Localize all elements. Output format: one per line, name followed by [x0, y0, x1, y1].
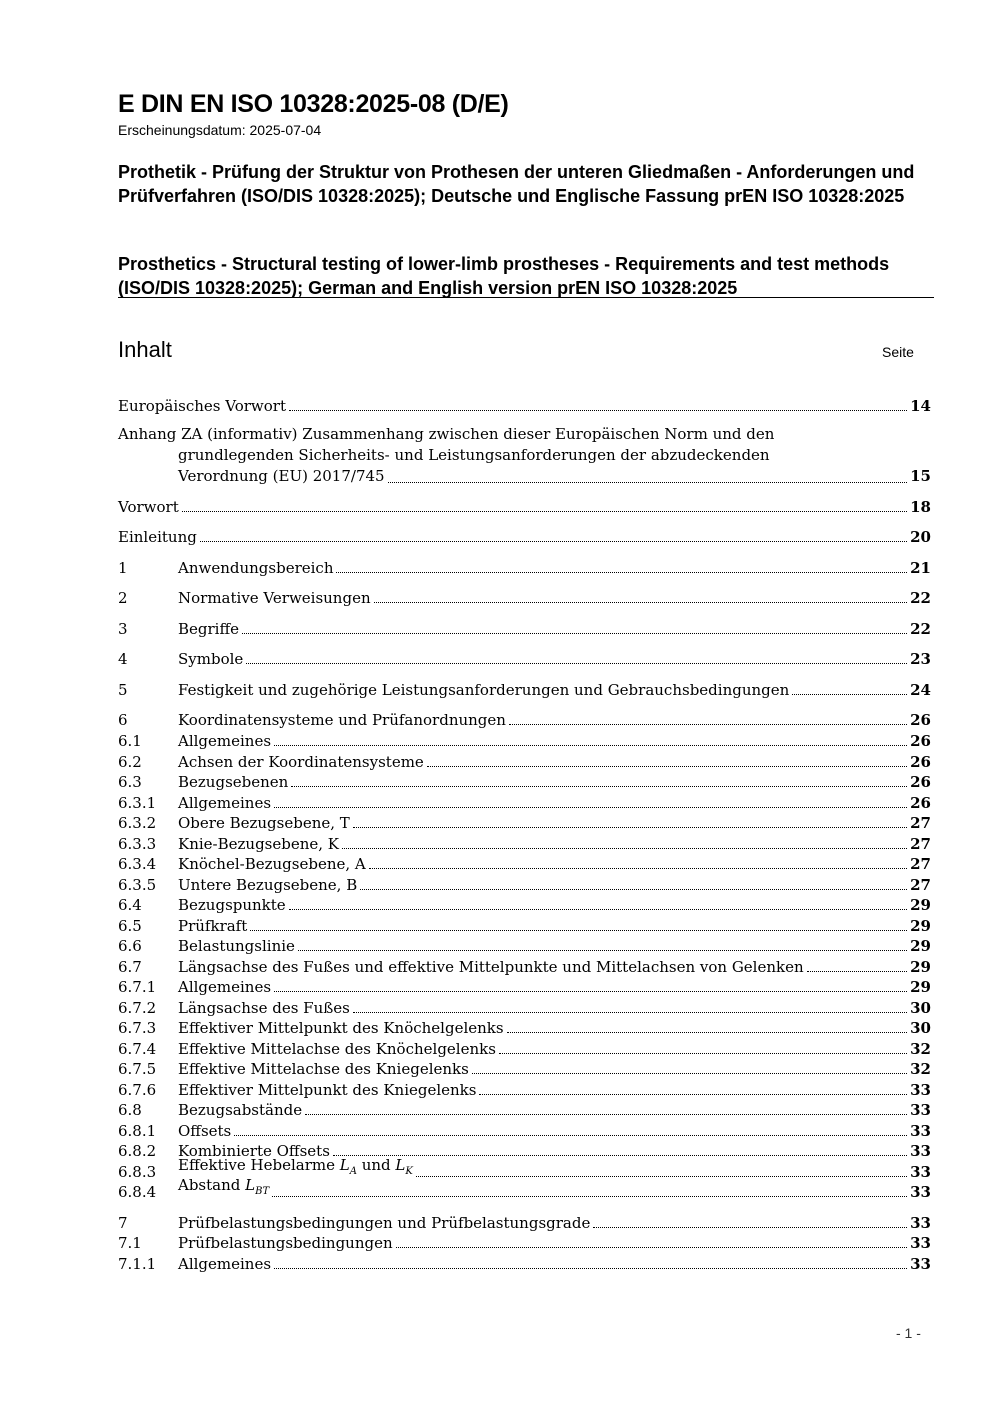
- title-german: Prothetik - Prüfung der Struktur von Prothesen der unteren Gliedmaßen - Anforderungen und Prüfverfahren (ISO/DIS 10328:2025); Deutsche und Englische Fassung prEN ISO 10328:2025: [118, 162, 915, 206]
- page-column-label: Seite: [882, 344, 914, 360]
- toc-entry-number: 6.7.4: [118, 1040, 157, 1058]
- toc-entry[interactable]: [118, 394, 931, 415]
- toc-entry-number: 1: [118, 559, 128, 577]
- toc-entry[interactable]: [118, 914, 931, 935]
- toc-entry-page: 33: [910, 1255, 931, 1273]
- toc-entry-title: Belastungslinie: [178, 937, 295, 955]
- toc-entry[interactable]: [118, 791, 931, 812]
- symbol-l: L: [339, 1156, 350, 1174]
- dot-leader: [274, 745, 907, 746]
- dot-leader: [274, 807, 907, 808]
- dot-leader: [274, 1268, 907, 1269]
- toc-entry[interactable]: [118, 586, 931, 607]
- dot-leader: [427, 766, 907, 767]
- dot-leader: [289, 909, 907, 910]
- toc-entry-page: 27: [910, 876, 931, 894]
- toc-entry[interactable]: [118, 996, 931, 1017]
- toc-entry-number: 6.8.1: [118, 1122, 157, 1140]
- toc-entry-number: 5: [118, 681, 128, 699]
- toc-entry-title: Untere Bezugsebene, B: [178, 876, 358, 894]
- toc-entry-page: 29: [910, 978, 931, 996]
- toc-entry-page: 32: [910, 1060, 931, 1078]
- toc-entry-title: Knie-Bezugsebene, K: [178, 835, 340, 853]
- dot-leader: [807, 971, 907, 972]
- title-text: Abstand: [178, 1176, 246, 1194]
- toc-entry-number: 6.3.2: [118, 814, 157, 832]
- toc-entry[interactable]: [118, 708, 931, 729]
- toc-entry[interactable]: [118, 647, 931, 668]
- toc-entry-title: Längsachse des Fußes und effektive Mittelpunkte und Mittelachsen von Gelenken: [178, 958, 804, 976]
- dot-leader: [416, 1176, 907, 1177]
- toc-entry[interactable]: [118, 556, 931, 577]
- dot-leader: [472, 1073, 907, 1074]
- toc-entry-title: Normative Verweisungen: [178, 589, 371, 607]
- toc-entry-title: Allgemeines: [178, 1255, 272, 1273]
- toc-entry-page: 26: [910, 794, 931, 812]
- toc-entry[interactable]: [118, 495, 931, 516]
- dot-leader: [333, 1155, 907, 1156]
- toc-entry-title-line: Verordnung (EU) 2017/745: [178, 467, 385, 485]
- toc-entry-title-line: Anhang ZA (informativ) Zusammenhang zwischen dieser Europäischen Norm und den: [118, 425, 775, 443]
- toc-entry-number: 4: [118, 650, 128, 668]
- toc-entry-title: Achsen der Koordinatensysteme: [178, 753, 424, 771]
- toc-entry-page: 26: [910, 711, 931, 729]
- toc-entry-title: Europäisches Vorwort: [118, 397, 286, 415]
- toc-entry-title: Symbole: [178, 650, 244, 668]
- toc-entry-number: 6.8.4: [118, 1183, 157, 1201]
- symbol-subscript: K: [405, 1166, 413, 1177]
- toc-entry-number: 6.3.3: [118, 835, 157, 853]
- toc-entry[interactable]: [118, 893, 931, 914]
- toc-entry-page: 33: [910, 1101, 931, 1119]
- toc-entry-number: 6.7.3: [118, 1019, 157, 1037]
- toc-entry-number: 7.1: [118, 1234, 142, 1252]
- toc-entry[interactable]: [118, 1176, 931, 1201]
- toc-entry-title: Einleitung: [118, 528, 197, 546]
- toc-entry-title: Effektiver Mittelpunkt des Knöchelgelenks: [178, 1019, 504, 1037]
- toc-entry[interactable]: [118, 1057, 931, 1078]
- page-number: - 1 -: [896, 1325, 921, 1341]
- title-text: Effektive Hebelarme: [178, 1156, 340, 1174]
- dot-leader: [246, 663, 907, 664]
- toc-entry-number: 6.3.4: [118, 855, 157, 873]
- toc-entry-number: 7: [118, 1214, 128, 1232]
- dot-leader: [509, 724, 907, 725]
- toc-entry-page: 33: [910, 1183, 931, 1201]
- toc-entry-page: 29: [910, 937, 931, 955]
- dot-leader: [272, 1196, 907, 1197]
- toc-entry[interactable]: [118, 1252, 931, 1273]
- toc-entry-number: 6.7: [118, 958, 142, 976]
- toc-entry-number: 3: [118, 620, 128, 638]
- dot-leader: [336, 572, 907, 573]
- toc-entry-title: Prüfkraft: [178, 917, 248, 935]
- toc-entry[interactable]: [118, 934, 931, 955]
- toc-entry-page: 26: [910, 753, 931, 771]
- toc-entry[interactable]: [118, 1037, 931, 1058]
- toc-entry[interactable]: [118, 852, 931, 873]
- dot-leader: [182, 511, 907, 512]
- toc-entry-page: 14: [910, 397, 931, 415]
- toc-entry[interactable]: [118, 678, 931, 699]
- toc-entry-title: Kombinierte Offsets: [178, 1142, 330, 1160]
- toc-entry-number: 6.6: [118, 937, 142, 955]
- toc-entry[interactable]: [118, 832, 931, 853]
- title-divider: [118, 297, 934, 298]
- dot-leader: [250, 930, 907, 931]
- toc-entry-page: 30: [910, 1019, 931, 1037]
- toc-entry-title: Prüfbelastungsbedingungen: [178, 1234, 393, 1252]
- toc-entry-number: 6.4: [118, 896, 142, 914]
- toc-entry[interactable]: [118, 1211, 931, 1232]
- toc-entry-title-line: grundlegenden Sicherheits- und Leistungsanforderungen der abzudeckenden: [178, 446, 770, 464]
- toc-entry[interactable]: [118, 770, 931, 791]
- toc-entry-number: 6: [118, 711, 128, 729]
- toc-entry-number: 6.8: [118, 1101, 142, 1119]
- toc-entry-title: Effektive Mittelachse des Knöchelgelenks: [178, 1040, 496, 1058]
- dot-leader: [342, 848, 907, 849]
- toc-entry-page: 33: [910, 1214, 931, 1232]
- toc-entry-number: 6.3: [118, 773, 142, 791]
- toc-entry-number: 6.3.1: [118, 794, 157, 812]
- toc-entry-page: 27: [910, 814, 931, 832]
- toc-entry-title: Offsets: [178, 1122, 232, 1140]
- toc-entry[interactable]: [118, 1098, 931, 1119]
- toc-entry-page: 20: [910, 528, 931, 546]
- toc-entry-page: 15: [910, 467, 931, 485]
- toc-entry-number: 6.8.3: [118, 1163, 157, 1181]
- toc-entry-number: 6.7.1: [118, 978, 157, 996]
- toc-entry-title: Effektiver Mittelpunkt des Kniegelenks: [178, 1081, 477, 1099]
- toc-entry-title: Allgemeines: [178, 794, 272, 812]
- dot-leader: [353, 1012, 907, 1013]
- toc-entry-title: Knöchel-Bezugsebene, A: [178, 855, 366, 873]
- toc-entry-page: 22: [910, 589, 931, 607]
- dot-leader: [396, 1247, 907, 1248]
- toc-entry[interactable]: [118, 750, 931, 771]
- symbol-l: L: [245, 1176, 256, 1194]
- toc-entry-title: Festigkeit und zugehörige Leistungsanforderungen und Gebrauchsbedingungen: [178, 681, 790, 699]
- dot-leader: [289, 410, 907, 411]
- toc-entry-title: Längsachse des Fußes: [178, 999, 350, 1017]
- toc-entry-page: 26: [910, 773, 931, 791]
- toc-entry-title: Anwendungsbereich: [178, 559, 334, 577]
- toc-entry-number: 6.7.6: [118, 1081, 157, 1099]
- title-text: und: [356, 1156, 396, 1174]
- dot-leader: [305, 1114, 907, 1115]
- toc-entry-page: 27: [910, 835, 931, 853]
- toc-entry-title: Allgemeines: [178, 732, 272, 750]
- toc-entry[interactable]: [118, 1119, 931, 1140]
- toc-entry-page: 24: [910, 681, 931, 699]
- toc-entry-number: 6.8.2: [118, 1142, 157, 1160]
- publication-date: Erscheinungsdatum: 2025-07-04: [118, 122, 322, 138]
- toc-entry-number: 6.5: [118, 917, 142, 935]
- toc-entry[interactable]: [118, 873, 931, 894]
- toc-entry-title: Vorwort: [118, 498, 179, 516]
- toc-entry-title: Begriffe: [178, 620, 240, 638]
- toc-entry[interactable]: [118, 955, 931, 976]
- symbol-l: L: [395, 1156, 406, 1174]
- toc-entry-number: 6.7.5: [118, 1060, 157, 1078]
- toc-entry-title: Bezugsebenen: [178, 773, 289, 791]
- toc-entry-page: 29: [910, 958, 931, 976]
- toc-entry[interactable]: [118, 525, 931, 546]
- toc-entry-number: 6.7.2: [118, 999, 157, 1017]
- toc-entry-page: 33: [910, 1122, 931, 1140]
- toc-entry-page: 33: [910, 1142, 931, 1160]
- toc-entry-page: 33: [910, 1234, 931, 1252]
- toc-entry-number: 7.1.1: [118, 1255, 157, 1273]
- toc-entry-title: Prüfbelastungsbedingungen und Prüfbelastungsgrade: [178, 1214, 591, 1232]
- toc-entry-page: 18: [910, 498, 931, 516]
- toc-entry[interactable]: [118, 1016, 931, 1037]
- toc-entry-page: 21: [910, 559, 931, 577]
- symbol-subscript: A: [349, 1166, 357, 1177]
- dot-leader: [360, 889, 907, 890]
- dot-leader: [353, 827, 907, 828]
- toc-entry-page: 27: [910, 855, 931, 873]
- toc-entry-title: Obere Bezugsebene, T: [178, 814, 350, 832]
- title-english: Prosthetics - Structural testing of lower-limb prostheses - Requirements and test methods (ISO/DIS 10328:2025); German and English version prEN ISO 10328:2025: [118, 254, 890, 298]
- toc-entry-number: 6.3.5: [118, 876, 157, 894]
- toc-entry-number: 6.2: [118, 753, 142, 771]
- toc-entry-title: [178, 1176, 269, 1201]
- toc-entry-title: Koordinatensysteme und Prüfanordnungen: [178, 711, 506, 729]
- toc-entry-title: Bezugsabstände: [178, 1101, 303, 1119]
- contents-heading: Inhalt: [118, 337, 172, 362]
- dot-leader: [792, 694, 907, 695]
- dot-leader: [298, 950, 907, 951]
- toc-entry[interactable]: [118, 1231, 931, 1252]
- toc-entry-page: 26: [910, 732, 931, 750]
- toc-entry[interactable]: [118, 729, 931, 750]
- dot-leader: [234, 1135, 907, 1136]
- toc-entry-page: 33: [910, 1081, 931, 1099]
- toc-entry-page: 22: [910, 620, 931, 638]
- toc-entry-page: 29: [910, 896, 931, 914]
- symbol-subscript: BT: [255, 1186, 270, 1197]
- dot-leader: [369, 868, 907, 869]
- toc-entry-number: 2: [118, 589, 128, 607]
- dot-leader: [593, 1227, 907, 1228]
- dot-leader: [479, 1094, 907, 1095]
- dot-leader: [374, 602, 908, 603]
- toc-entry[interactable]: [118, 617, 931, 638]
- standard-identifier: E DIN EN ISO 10328:2025-08 (D/E): [118, 90, 509, 118]
- toc-entry-page: 29: [910, 917, 931, 935]
- toc-entry-title: Bezugspunkte: [178, 896, 286, 914]
- dot-leader: [274, 991, 907, 992]
- dot-leader: [388, 482, 908, 483]
- dot-leader: [291, 786, 907, 787]
- toc-entry-page: 32: [910, 1040, 931, 1058]
- toc-entry-title: Allgemeines: [178, 978, 272, 996]
- toc-entry-page: 33: [910, 1163, 931, 1181]
- toc-entry-page: 30: [910, 999, 931, 1017]
- dot-leader: [507, 1032, 908, 1033]
- toc-entry-title: Effektive Mittelachse des Kniegelenks: [178, 1060, 469, 1078]
- toc-entry-annex[interactable]: [118, 424, 931, 487]
- toc-entry[interactable]: [118, 811, 931, 832]
- dot-leader: [242, 633, 907, 634]
- dot-leader: [200, 541, 907, 542]
- toc-entry[interactable]: [118, 1078, 931, 1099]
- toc-entry-page: 23: [910, 650, 931, 668]
- toc-entry-number: 6.1: [118, 732, 142, 750]
- toc-entry[interactable]: [118, 975, 931, 996]
- dot-leader: [499, 1053, 907, 1054]
